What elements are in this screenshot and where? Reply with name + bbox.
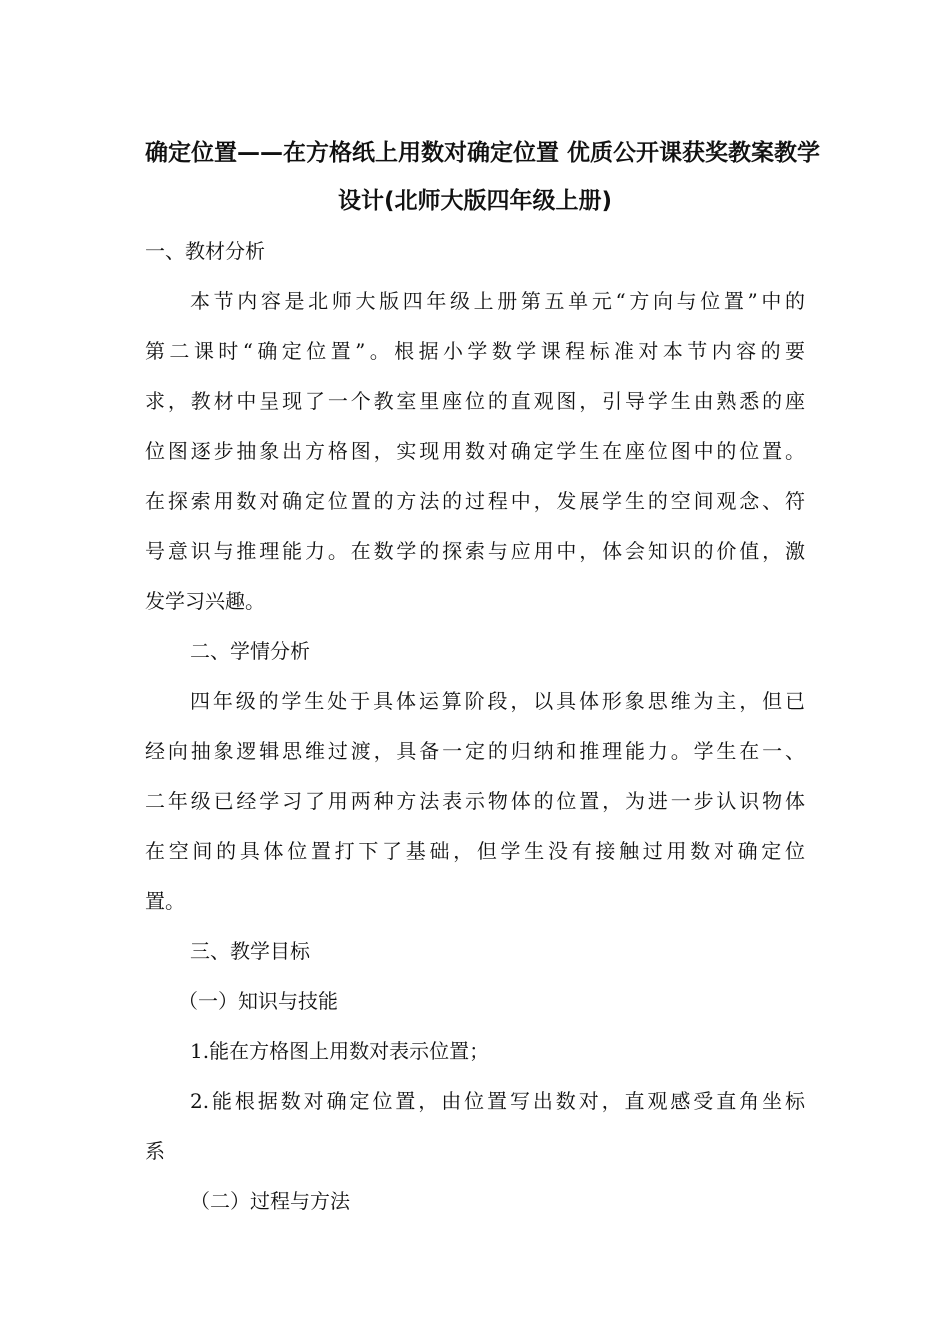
section-heading-textbook-analysis: 一、教材分析 (145, 239, 265, 263)
list-item-continuation: 系 (145, 1139, 165, 1163)
list-item: 2.能根据数对确定位置，由位置写出数对，直观感受直角坐标 (190, 1089, 805, 1113)
paragraph-line: 第二课时“确定位置”。根据小学数学课程标准对本节内容的要 (145, 339, 805, 363)
paragraph-line: 四年级的学生处于具体运算阶段，以具体形象思维为主，但已 (190, 689, 805, 713)
paragraph-line: 位图逐步抽象出方格图，实现用数对确定学生在座位图中的位置。 (145, 439, 805, 463)
paragraph-line: 二年级已经学习了用两种方法表示物体的位置，为进一步认识物体 (145, 789, 805, 813)
section-heading-student-analysis: 二、学情分析 (190, 639, 310, 663)
document-title-line-1: 确定位置——在方格纸上用数对确定位置 优质公开课获奖教案教学 (145, 140, 821, 166)
section-heading-teaching-goals: 三、教学目标 (190, 939, 310, 963)
paragraph-line: 号意识与推理能力。在数学的探索与应用中，体会知识的价值，激 (145, 539, 805, 563)
list-item: 1.能在方格图上用数对表示位置； (190, 1039, 490, 1063)
subsection-heading-knowledge-skills: （一）知识与技能 (178, 989, 338, 1013)
paragraph-line: 求，教材中呈现了一个教室里座位的直观图，引导学生由熟悉的座 (145, 389, 805, 413)
paragraph-line: 经向抽象逻辑思维过渡，具备一定的归纳和推理能力。学生在一、 (145, 739, 805, 763)
paragraph-line: 在空间的具体位置打下了基础，但学生没有接触过用数对确定位 (145, 839, 805, 863)
paragraph-line: 发学习兴趣。 (145, 589, 265, 613)
paragraph-line: 置。 (145, 889, 185, 913)
paragraph-line: 本节内容是北师大版四年级上册第五单元“方向与位置”中的 (190, 289, 805, 313)
subsection-heading-process-methods: （二）过程与方法 (190, 1189, 350, 1213)
paragraph-line: 在探索用数对确定位置的方法的过程中，发展学生的空间观念、符 (145, 489, 805, 513)
document-title-line-2: 设计(北师大版四年级上册) (337, 188, 613, 214)
